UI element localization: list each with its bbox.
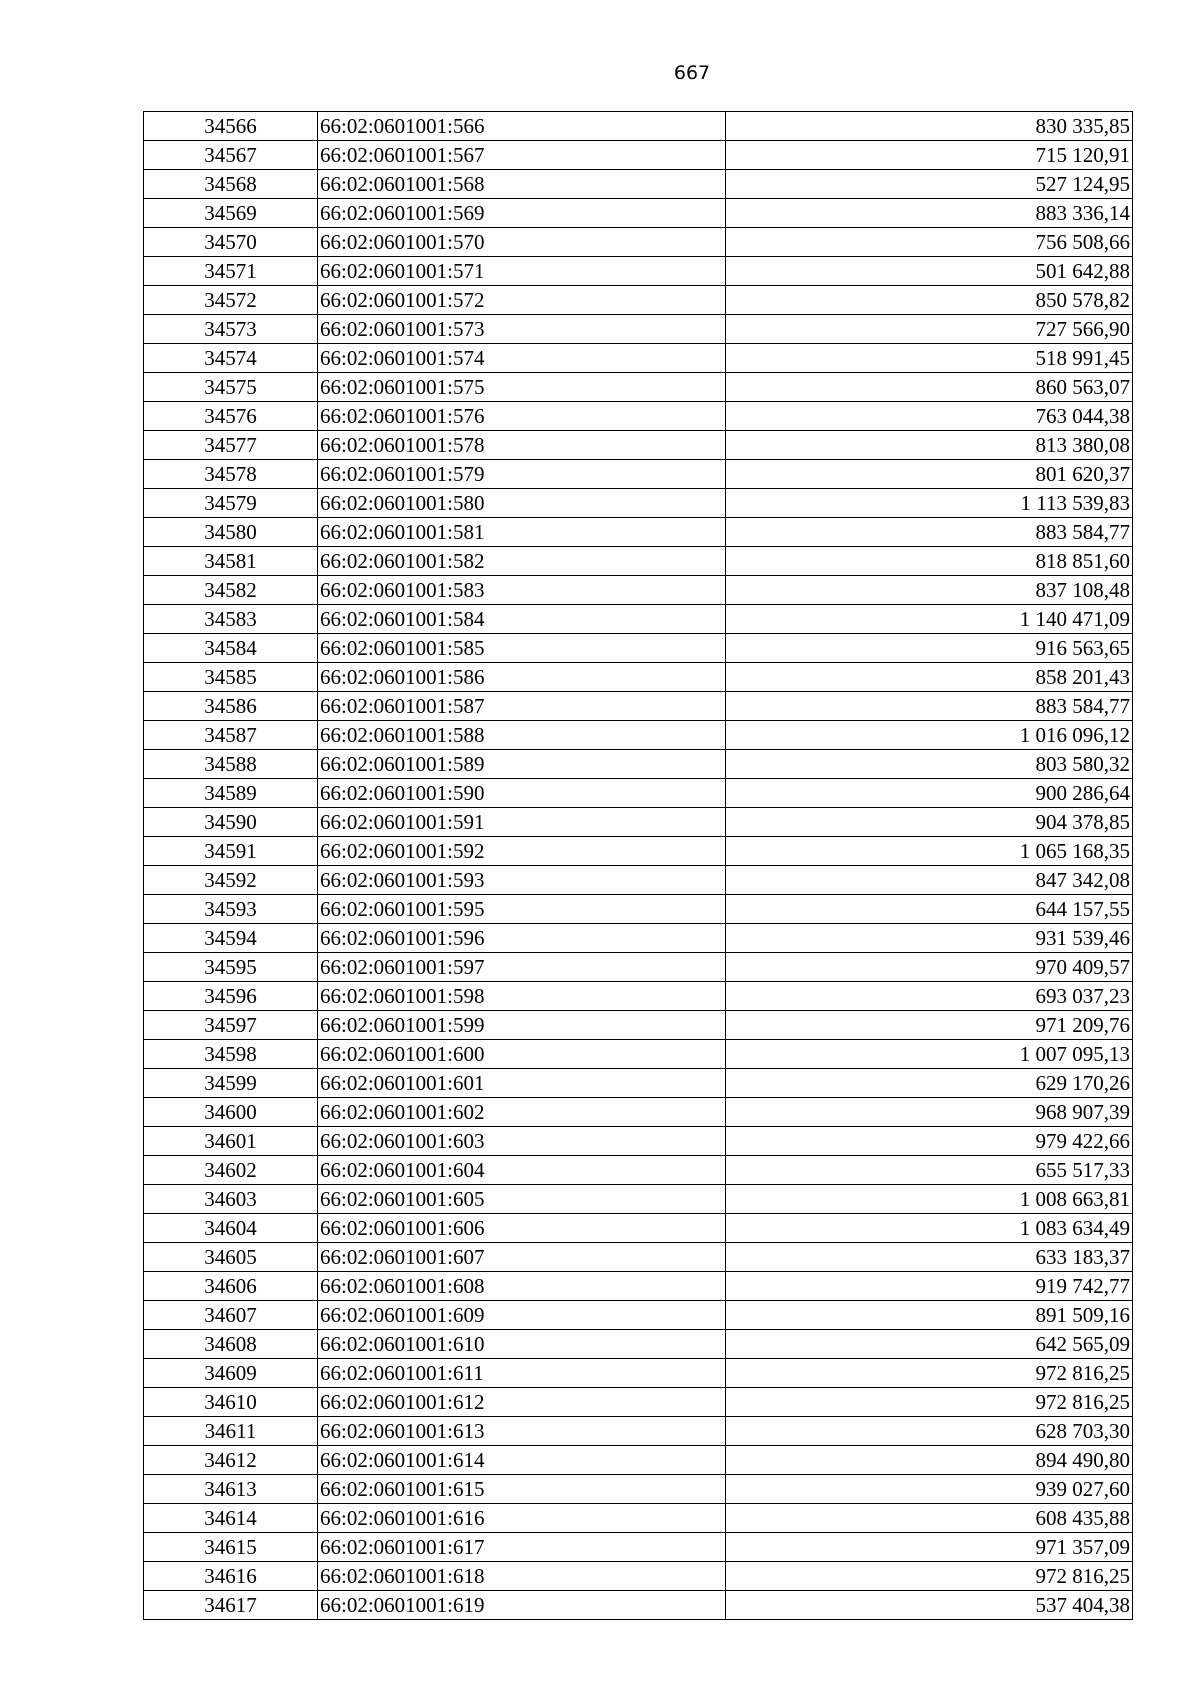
cadastral-value-cell: 979 422,66 [726, 1127, 1133, 1156]
table-row [144, 866, 1133, 895]
table-row [144, 895, 1133, 924]
row-number-cell: 34581 [144, 547, 318, 576]
cadastral-number-cell: 66:02:0601001:595 [318, 895, 726, 924]
table-row [144, 170, 1133, 199]
cadastral-number-cell: 66:02:0601001:605 [318, 1185, 726, 1214]
row-number-cell: 34570 [144, 228, 318, 257]
cadastral-number-cell: 66:02:0601001:574 [318, 344, 726, 373]
cadastral-number-cell: 66:02:0601001:613 [318, 1417, 726, 1446]
cadastral-number-cell: 66:02:0601001:589 [318, 750, 726, 779]
row-number-cell: 34583 [144, 605, 318, 634]
cadastral-value-cell: 629 170,26 [726, 1069, 1133, 1098]
row-number-cell: 34608 [144, 1330, 318, 1359]
cadastral-number-cell: 66:02:0601001:610 [318, 1330, 726, 1359]
cadastral-number-cell: 66:02:0601001:588 [318, 721, 726, 750]
cadastral-number-cell: 66:02:0601001:601 [318, 1069, 726, 1098]
row-number-cell: 34607 [144, 1301, 318, 1330]
table-row [144, 257, 1133, 286]
table-row [144, 489, 1133, 518]
table-row [144, 1301, 1133, 1330]
cadastral-number-cell: 66:02:0601001:581 [318, 518, 726, 547]
table-row [144, 1040, 1133, 1069]
cadastral-number-cell: 66:02:0601001:586 [318, 663, 726, 692]
cadastral-value-cell: 655 517,33 [726, 1156, 1133, 1185]
row-number-cell: 34594 [144, 924, 318, 953]
row-number-cell: 34604 [144, 1214, 318, 1243]
table-row [144, 1127, 1133, 1156]
table-row [144, 1446, 1133, 1475]
table-row [144, 344, 1133, 373]
table-row [144, 1243, 1133, 1272]
table-row [144, 112, 1133, 141]
row-number-cell: 34568 [144, 170, 318, 199]
cadastral-value-cell: 939 027,60 [726, 1475, 1133, 1504]
cadastral-value-cell: 1 008 663,81 [726, 1185, 1133, 1214]
cadastral-value-cell: 971 357,09 [726, 1533, 1133, 1562]
table-row [144, 924, 1133, 953]
cadastral-value-cell: 919 742,77 [726, 1272, 1133, 1301]
row-number-cell: 34612 [144, 1446, 318, 1475]
row-number-cell: 34592 [144, 866, 318, 895]
cadastral-value-table [143, 111, 1133, 1620]
table-row [144, 141, 1133, 170]
row-number-cell: 34605 [144, 1243, 318, 1272]
cadastral-number-cell: 66:02:0601001:573 [318, 315, 726, 344]
table-row [144, 1504, 1133, 1533]
row-number-cell: 34600 [144, 1098, 318, 1127]
table-row [144, 750, 1133, 779]
cadastral-number-cell: 66:02:0601001:569 [318, 199, 726, 228]
cadastral-number-cell: 66:02:0601001:619 [318, 1591, 726, 1620]
table-row [144, 1330, 1133, 1359]
row-number-cell: 34569 [144, 199, 318, 228]
cadastral-value-cell: 850 578,82 [726, 286, 1133, 315]
cadastral-number-cell: 66:02:0601001:599 [318, 1011, 726, 1040]
row-number-cell: 34578 [144, 460, 318, 489]
row-number-cell: 34590 [144, 808, 318, 837]
table-row [144, 808, 1133, 837]
cadastral-number-cell: 66:02:0601001:600 [318, 1040, 726, 1069]
cadastral-number-cell: 66:02:0601001:585 [318, 634, 726, 663]
cadastral-number-cell: 66:02:0601001:575 [318, 373, 726, 402]
table-row [144, 779, 1133, 808]
cadastral-number-cell: 66:02:0601001:580 [318, 489, 726, 518]
cadastral-value-cell: 894 490,80 [726, 1446, 1133, 1475]
cadastral-number-cell: 66:02:0601001:590 [318, 779, 726, 808]
table-row [144, 1533, 1133, 1562]
cadastral-value-cell: 644 157,55 [726, 895, 1133, 924]
table-row [144, 1214, 1133, 1243]
table-row [144, 1359, 1133, 1388]
table-row [144, 576, 1133, 605]
table-row [144, 721, 1133, 750]
row-number-cell: 34574 [144, 344, 318, 373]
cadastral-number-cell: 66:02:0601001:572 [318, 286, 726, 315]
row-number-cell: 34582 [144, 576, 318, 605]
table-row [144, 692, 1133, 721]
cadastral-value-cell: 518 991,45 [726, 344, 1133, 373]
table-row [144, 1591, 1133, 1620]
cadastral-value-cell: 847 342,08 [726, 866, 1133, 895]
row-number-cell: 34587 [144, 721, 318, 750]
row-number-cell: 34601 [144, 1127, 318, 1156]
table-row [144, 460, 1133, 489]
row-number-cell: 34616 [144, 1562, 318, 1591]
table-row [144, 1388, 1133, 1417]
cadastral-value-cell: 883 584,77 [726, 518, 1133, 547]
table-row [144, 431, 1133, 460]
cadastral-number-cell: 66:02:0601001:603 [318, 1127, 726, 1156]
row-number-cell: 34593 [144, 895, 318, 924]
table-row [144, 1069, 1133, 1098]
cadastral-value-cell: 642 565,09 [726, 1330, 1133, 1359]
row-number-cell: 34598 [144, 1040, 318, 1069]
cadastral-number-cell: 66:02:0601001:596 [318, 924, 726, 953]
cadastral-value-cell: 818 851,60 [726, 547, 1133, 576]
cadastral-number-cell: 66:02:0601001:608 [318, 1272, 726, 1301]
table-row [144, 1185, 1133, 1214]
cadastral-number-cell: 66:02:0601001:618 [318, 1562, 726, 1591]
table-row [144, 1011, 1133, 1040]
cadastral-number-cell: 66:02:0601001:598 [318, 982, 726, 1011]
row-number-cell: 34609 [144, 1359, 318, 1388]
cadastral-number-cell: 66:02:0601001:592 [318, 837, 726, 866]
table-row [144, 1098, 1133, 1127]
row-number-cell: 34577 [144, 431, 318, 460]
cadastral-number-cell: 66:02:0601001:597 [318, 953, 726, 982]
row-number-cell: 34602 [144, 1156, 318, 1185]
cadastral-value-cell: 537 404,38 [726, 1591, 1133, 1620]
row-number-cell: 34617 [144, 1591, 318, 1620]
table-row [144, 402, 1133, 431]
cadastral-number-cell: 66:02:0601001:584 [318, 605, 726, 634]
cadastral-value-cell: 904 378,85 [726, 808, 1133, 837]
cadastral-value-cell: 501 642,88 [726, 257, 1133, 286]
row-number-cell: 34586 [144, 692, 318, 721]
cadastral-value-cell: 1 083 634,49 [726, 1214, 1133, 1243]
row-number-cell: 34596 [144, 982, 318, 1011]
table-row [144, 982, 1133, 1011]
table-row [144, 1272, 1133, 1301]
cadastral-number-cell: 66:02:0601001:582 [318, 547, 726, 576]
table-row [144, 373, 1133, 402]
table-row [144, 315, 1133, 344]
cadastral-value-cell: 813 380,08 [726, 431, 1133, 460]
table-row [144, 1417, 1133, 1446]
row-number-cell: 34613 [144, 1475, 318, 1504]
page-number: 667 [673, 62, 711, 84]
cadastral-value-cell: 916 563,65 [726, 634, 1133, 663]
cadastral-number-cell: 66:02:0601001:609 [318, 1301, 726, 1330]
table-row [144, 605, 1133, 634]
cadastral-number-cell: 66:02:0601001:602 [318, 1098, 726, 1127]
cadastral-value-cell: 803 580,32 [726, 750, 1133, 779]
cadastral-value-cell: 972 816,25 [726, 1388, 1133, 1417]
row-number-cell: 34614 [144, 1504, 318, 1533]
row-number-cell: 34589 [144, 779, 318, 808]
table-body [144, 112, 1133, 1620]
row-number-cell: 34595 [144, 953, 318, 982]
row-number-cell: 34610 [144, 1388, 318, 1417]
table-row [144, 1475, 1133, 1504]
row-number-cell: 34615 [144, 1533, 318, 1562]
cadastral-number-cell: 66:02:0601001:571 [318, 257, 726, 286]
cadastral-number-cell: 66:02:0601001:612 [318, 1388, 726, 1417]
cadastral-value-cell: 1 065 168,35 [726, 837, 1133, 866]
row-number-cell: 34566 [144, 112, 318, 141]
cadastral-value-cell: 972 816,25 [726, 1359, 1133, 1388]
cadastral-number-cell: 66:02:0601001:579 [318, 460, 726, 489]
row-number-cell: 34591 [144, 837, 318, 866]
row-number-cell: 34603 [144, 1185, 318, 1214]
cadastral-value-cell: 801 620,37 [726, 460, 1133, 489]
cadastral-number-cell: 66:02:0601001:570 [318, 228, 726, 257]
cadastral-value-cell: 1 007 095,13 [726, 1040, 1133, 1069]
row-number-cell: 34585 [144, 663, 318, 692]
table-row [144, 547, 1133, 576]
table-row [144, 837, 1133, 866]
cadastral-number-cell: 66:02:0601001:568 [318, 170, 726, 199]
row-number-cell: 34572 [144, 286, 318, 315]
row-number-cell: 34576 [144, 402, 318, 431]
row-number-cell: 34588 [144, 750, 318, 779]
cadastral-value-cell: 756 508,66 [726, 228, 1133, 257]
cadastral-value-cell: 1 016 096,12 [726, 721, 1133, 750]
cadastral-number-cell: 66:02:0601001:593 [318, 866, 726, 895]
row-number-cell: 34584 [144, 634, 318, 663]
cadastral-number-cell: 66:02:0601001:567 [318, 141, 726, 170]
cadastral-value-cell: 527 124,95 [726, 170, 1133, 199]
cadastral-value-cell: 1 140 471,09 [726, 605, 1133, 634]
cadastral-value-cell: 971 209,76 [726, 1011, 1133, 1040]
cadastral-number-cell: 66:02:0601001:611 [318, 1359, 726, 1388]
row-number-cell: 34571 [144, 257, 318, 286]
row-number-cell: 34599 [144, 1069, 318, 1098]
cadastral-value-cell: 970 409,57 [726, 953, 1133, 982]
cadastral-value-cell: 858 201,43 [726, 663, 1133, 692]
cadastral-value-cell: 931 539,46 [726, 924, 1133, 953]
cadastral-value-cell: 763 044,38 [726, 402, 1133, 431]
cadastral-value-cell: 633 183,37 [726, 1243, 1133, 1272]
cadastral-number-cell: 66:02:0601001:614 [318, 1446, 726, 1475]
cadastral-value-cell: 883 584,77 [726, 692, 1133, 721]
cadastral-value-cell: 727 566,90 [726, 315, 1133, 344]
cadastral-value-cell: 883 336,14 [726, 199, 1133, 228]
cadastral-number-cell: 66:02:0601001:617 [318, 1533, 726, 1562]
cadastral-value-cell: 972 816,25 [726, 1562, 1133, 1591]
cadastral-number-cell: 66:02:0601001:583 [318, 576, 726, 605]
cadastral-value-cell: 1 113 539,83 [726, 489, 1133, 518]
cadastral-number-cell: 66:02:0601001:616 [318, 1504, 726, 1533]
row-number-cell: 34580 [144, 518, 318, 547]
cadastral-number-cell: 66:02:0601001:587 [318, 692, 726, 721]
cadastral-number-cell: 66:02:0601001:615 [318, 1475, 726, 1504]
cadastral-value-cell: 608 435,88 [726, 1504, 1133, 1533]
cadastral-value-cell: 968 907,39 [726, 1098, 1133, 1127]
table-row [144, 228, 1133, 257]
cadastral-number-cell: 66:02:0601001:576 [318, 402, 726, 431]
row-number-cell: 34575 [144, 373, 318, 402]
cadastral-number-cell: 66:02:0601001:578 [318, 431, 726, 460]
cadastral-value-cell: 900 286,64 [726, 779, 1133, 808]
table-row [144, 1156, 1133, 1185]
table-row [144, 663, 1133, 692]
cadastral-value-cell: 837 108,48 [726, 576, 1133, 605]
row-number-cell: 34567 [144, 141, 318, 170]
row-number-cell: 34579 [144, 489, 318, 518]
row-number-cell: 34597 [144, 1011, 318, 1040]
table-row [144, 953, 1133, 982]
table-row [144, 1562, 1133, 1591]
cadastral-number-cell: 66:02:0601001:591 [318, 808, 726, 837]
table-row [144, 634, 1133, 663]
row-number-cell: 34611 [144, 1417, 318, 1446]
cadastral-value-cell: 891 509,16 [726, 1301, 1133, 1330]
cadastral-value-cell: 715 120,91 [726, 141, 1133, 170]
cadastral-number-cell: 66:02:0601001:607 [318, 1243, 726, 1272]
cadastral-number-cell: 66:02:0601001:566 [318, 112, 726, 141]
cadastral-number-cell: 66:02:0601001:606 [318, 1214, 726, 1243]
table-row [144, 286, 1133, 315]
row-number-cell: 34573 [144, 315, 318, 344]
table-row [144, 199, 1133, 228]
cadastral-number-cell: 66:02:0601001:604 [318, 1156, 726, 1185]
row-number-cell: 34606 [144, 1272, 318, 1301]
cadastral-value-cell: 628 703,30 [726, 1417, 1133, 1446]
cadastral-value-cell: 830 335,85 [726, 112, 1133, 141]
cadastral-value-cell: 860 563,07 [726, 373, 1133, 402]
cadastral-value-cell: 693 037,23 [726, 982, 1133, 1011]
table-row [144, 518, 1133, 547]
